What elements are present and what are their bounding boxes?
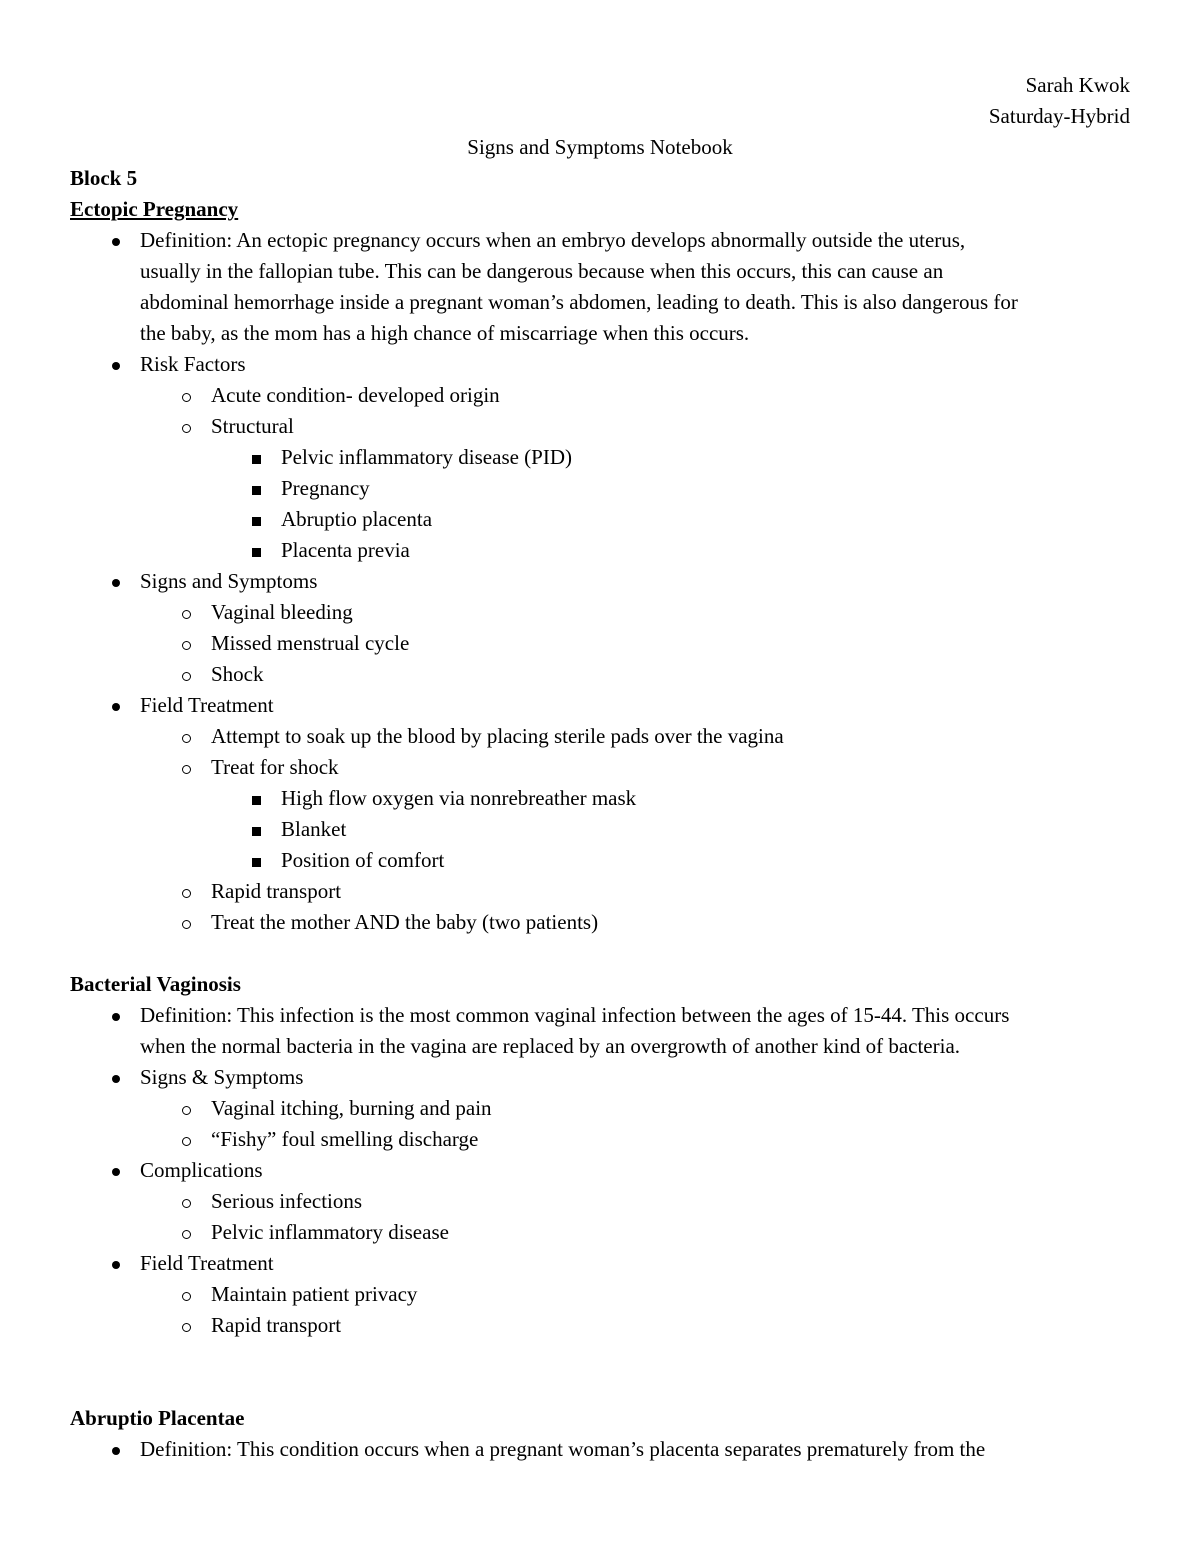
definition-line: Definition: This condition occurs when a pregnant woman’s placenta separates prematurely from the xyxy=(140,1437,986,1461)
document-page xyxy=(70,70,1130,1465)
section-title-abruptio-placentae: Abruptio Placentae xyxy=(70,1406,245,1430)
list-item xyxy=(70,411,1130,442)
list-item-label: Field Treatment xyxy=(140,693,274,717)
list-item-label: Complications xyxy=(140,1158,263,1182)
bullet-circle-icon xyxy=(176,597,196,628)
bullet-circle-icon xyxy=(176,380,196,411)
list-item xyxy=(70,907,1130,938)
bullet-dot-icon xyxy=(106,1155,126,1186)
section-title-bacterial-vaginosis: Bacterial Vaginosis xyxy=(70,972,241,996)
list-item xyxy=(70,597,1130,628)
definition-line: when the normal bacteria in the vagina are replaced by an overgrowth of another kind of bacteria. xyxy=(140,1034,961,1058)
list-item xyxy=(70,876,1130,907)
list-item xyxy=(70,721,1130,752)
section-title-ectopic-pregnancy: Ectopic Pregnancy xyxy=(70,197,239,221)
bullet-circle-icon xyxy=(176,411,196,442)
definition-line: Definition: An ectopic pregnancy occurs when an embryo develops abnormally outside the uterus, xyxy=(140,228,966,252)
definition-line: the baby, as the mom has a high chance of miscarriage when this occurs. xyxy=(140,321,750,345)
list-item-label: Pelvic inflammatory disease (PID) xyxy=(281,445,573,469)
list-item xyxy=(70,1124,1130,1155)
list-item-definition xyxy=(70,1000,1130,1062)
bullet-dot-icon xyxy=(106,566,126,597)
spacer xyxy=(70,1341,1130,1372)
list-item-label: Missed menstrual cycle xyxy=(211,631,410,655)
bullet-dot-icon xyxy=(106,1062,126,1093)
bullet-dot-icon xyxy=(106,1434,126,1465)
bullet-circle-icon xyxy=(176,1310,196,1341)
bullet-circle-icon xyxy=(176,876,196,907)
definition-line: usually in the fallopian tube. This can be dangerous because when this occurs, this can cause an xyxy=(140,259,944,283)
list-item-label: Position of comfort xyxy=(281,848,445,872)
list-item-definition xyxy=(70,1434,1130,1465)
list-item xyxy=(70,1186,1130,1217)
document-title: Signs and Symptoms Notebook xyxy=(467,135,733,159)
list-item xyxy=(70,473,1130,504)
bullet-circle-icon xyxy=(176,1217,196,1248)
bullet-square-icon xyxy=(246,783,266,814)
list-item-label: Placenta previa xyxy=(281,538,410,562)
list-item-label: Rapid transport xyxy=(211,879,342,903)
bullet-circle-icon xyxy=(176,907,196,938)
list-item-label: Serious infections xyxy=(211,1189,363,1213)
list-item-signs xyxy=(70,566,1130,597)
bullet-circle-icon xyxy=(176,1124,196,1155)
list-item-label: Structural xyxy=(211,414,294,438)
list-item-label: Signs and Symptoms xyxy=(140,569,318,593)
list-item-label: Treat the mother AND the baby (two patients) xyxy=(211,910,599,934)
bullet-circle-icon xyxy=(176,721,196,752)
list-item xyxy=(70,504,1130,535)
list-item xyxy=(70,845,1130,876)
bullet-dot-icon xyxy=(106,690,126,721)
bullet-dot-icon xyxy=(106,349,126,380)
bv-list xyxy=(70,1000,1130,1341)
block-label: Block 5 xyxy=(70,166,138,190)
list-item xyxy=(70,1279,1130,1310)
list-item-signs xyxy=(70,1062,1130,1093)
bullet-dot-icon xyxy=(106,1000,126,1031)
list-item-complications xyxy=(70,1155,1130,1186)
bullet-square-icon xyxy=(246,814,266,845)
list-item xyxy=(70,1217,1130,1248)
list-item-label: High flow oxygen via nonrebreather mask xyxy=(281,786,637,810)
bullet-circle-icon xyxy=(176,1093,196,1124)
bullet-square-icon xyxy=(246,442,266,473)
list-item-risk-factors xyxy=(70,349,1130,380)
bullet-circle-icon xyxy=(176,752,196,783)
list-item xyxy=(70,380,1130,411)
bullet-circle-icon xyxy=(176,1279,196,1310)
abruptio-list xyxy=(70,1434,1130,1465)
bullet-dot-icon xyxy=(106,225,126,256)
list-item-label: Pelvic inflammatory disease xyxy=(211,1220,449,1244)
list-item xyxy=(70,628,1130,659)
list-item-label: Vaginal itching, burning and pain xyxy=(211,1096,492,1120)
class-section: Saturday-Hybrid xyxy=(988,104,1130,128)
list-item-field-treatment xyxy=(70,1248,1130,1279)
bullet-dot-icon xyxy=(106,1248,126,1279)
spacer xyxy=(70,938,1130,969)
list-item-label: “Fishy” foul smelling discharge xyxy=(211,1127,479,1151)
list-item xyxy=(70,535,1130,566)
list-item-label: Attempt to soak up the blood by placing sterile pads over the vagina xyxy=(211,724,784,748)
definition-line: abdominal hemorrhage inside a pregnant woman’s abdomen, leading to death. This is also dangerous for xyxy=(140,290,1018,314)
bullet-square-icon xyxy=(246,473,266,504)
list-item-label: Field Treatment xyxy=(140,1251,274,1275)
list-item xyxy=(70,659,1130,690)
list-item-label: Risk Factors xyxy=(140,352,246,376)
list-item-label: Shock xyxy=(211,662,264,686)
spacer xyxy=(70,1372,1130,1403)
ectopic-list xyxy=(70,225,1130,938)
bullet-square-icon xyxy=(246,504,266,535)
list-item-label: Maintain patient privacy xyxy=(211,1282,418,1306)
bullet-square-icon xyxy=(246,535,266,566)
list-item-label: Acute condition- developed origin xyxy=(211,383,500,407)
list-item xyxy=(70,442,1130,473)
list-item-label: Abruptio placenta xyxy=(281,507,433,531)
list-item-label: Signs & Symptoms xyxy=(140,1065,304,1089)
list-item xyxy=(70,1310,1130,1341)
bullet-circle-icon xyxy=(176,659,196,690)
list-item xyxy=(70,1093,1130,1124)
list-item-label: Pregnancy xyxy=(281,476,370,500)
list-item-field-treatment xyxy=(70,690,1130,721)
definition-line: Definition: This infection is the most common vaginal infection between the ages of 15-44. This occurs xyxy=(140,1003,1010,1027)
list-item-label: Blanket xyxy=(281,817,347,841)
bullet-circle-icon xyxy=(176,1186,196,1217)
bullet-square-icon xyxy=(246,845,266,876)
list-item xyxy=(70,814,1130,845)
list-item xyxy=(70,752,1130,783)
list-item-label: Rapid transport xyxy=(211,1313,342,1337)
list-item-label: Treat for shock xyxy=(211,755,339,779)
list-item xyxy=(70,783,1130,814)
author-name: Sarah Kwok xyxy=(1025,73,1130,97)
list-item-label: Vaginal bleeding xyxy=(211,600,353,624)
bullet-circle-icon xyxy=(176,628,196,659)
list-item-definition xyxy=(70,225,1130,349)
